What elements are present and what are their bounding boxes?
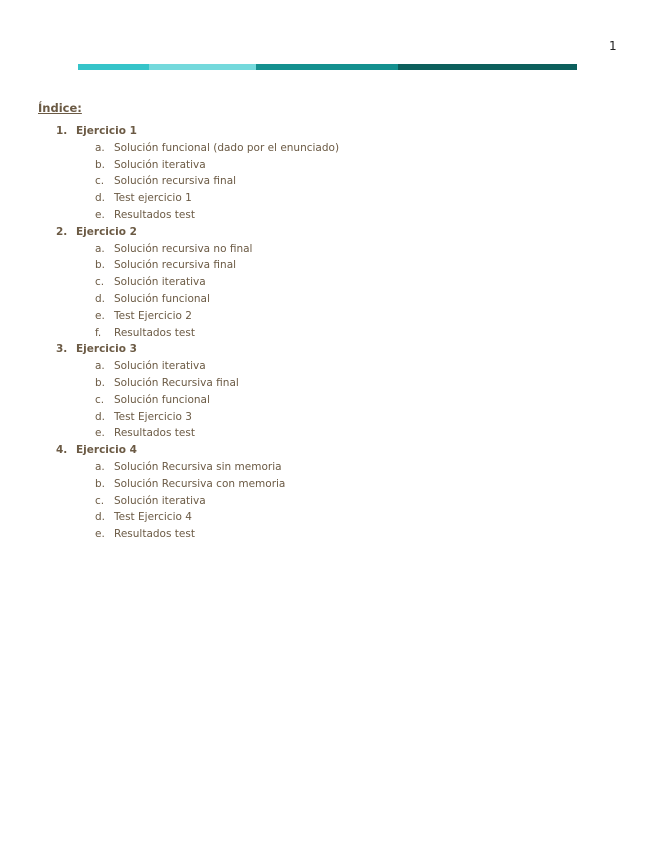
page-number: 1 <box>609 39 617 53</box>
toc-sub-item-letter: d. <box>95 292 106 305</box>
toc-sub-item-label: Solución funcional <box>114 292 210 305</box>
header-color-bar <box>78 64 577 70</box>
toc-section-number: 1. <box>56 125 68 137</box>
toc-sub-item-letter: b. <box>95 259 106 272</box>
toc-sub-item <box>0 291 655 308</box>
toc-sub-item <box>0 459 655 476</box>
toc-sub-item-letter: a. <box>95 242 105 255</box>
toc-sub-item <box>0 241 655 258</box>
toc-sub-item-letter: a. <box>95 360 105 373</box>
header-bar-segment <box>256 64 398 70</box>
toc-sub-item-label: Solución iterativa <box>114 158 206 171</box>
toc-sub-item-label: Resultados test <box>114 208 195 221</box>
toc-section-heading <box>0 341 655 358</box>
toc-sub-item <box>0 392 655 409</box>
toc-sub-item <box>0 274 655 291</box>
toc-sub-item-label: Resultados test <box>114 326 195 339</box>
toc-section <box>0 224 655 342</box>
toc-sub-item-label: Solución Recursiva sin memoria <box>114 460 282 473</box>
toc-sub-item-letter: c. <box>95 494 105 507</box>
toc-sub-item-letter: c. <box>95 175 105 188</box>
toc-sub-item-label: Solución funcional <box>114 393 210 406</box>
toc-section-heading <box>0 224 655 241</box>
toc-sub-item-label: Solución iterativa <box>114 276 206 289</box>
toc-sub-item-label: Solución recursiva final <box>114 175 237 188</box>
toc-section-heading <box>0 123 655 140</box>
toc-section-number: 3. <box>56 343 68 356</box>
toc-sub-item-letter: d. <box>95 511 106 524</box>
toc-sub-item <box>0 140 655 157</box>
toc-sub-item-label: Solución Recursiva con memoria <box>114 477 286 490</box>
toc-sub-item <box>0 493 655 510</box>
table-of-contents <box>0 123 655 543</box>
toc-sub-item-label: Test ejercicio 1 <box>114 192 192 205</box>
toc-sub-item-label: Solución iterativa <box>114 494 206 507</box>
toc-sub-item-letter: a. <box>95 460 105 473</box>
toc-sub-item <box>0 476 655 493</box>
toc-sub-item <box>0 190 655 207</box>
header-bar-segment <box>78 64 149 70</box>
toc-sub-item-letter: d. <box>95 410 106 423</box>
toc-section <box>0 341 655 442</box>
toc-section-label: Ejercicio 2 <box>76 225 137 238</box>
toc-sub-item <box>0 325 655 342</box>
toc-section-label: Ejercicio 1 <box>76 125 137 137</box>
toc-sub-item-letter: f. <box>95 326 102 339</box>
toc-sub-item-letter: d. <box>95 192 106 205</box>
header-bar-segment <box>398 64 577 70</box>
toc-section-heading <box>0 442 655 459</box>
toc-sub-item-letter: b. <box>95 158 106 171</box>
toc-sub-item-label: Solución recursiva final <box>114 259 237 272</box>
toc-section <box>0 123 655 224</box>
toc-sub-item-label: Solución Recursiva final <box>114 376 239 389</box>
toc-sub-item-label: Solución funcional (dado por el enunciado) <box>114 141 340 154</box>
toc-section-number: 2. <box>56 225 68 238</box>
index-title: Índice: <box>38 101 82 115</box>
toc-sub-item-letter: c. <box>95 393 105 406</box>
toc-sub-item-letter: b. <box>95 376 106 389</box>
toc-sub-item-label: Test Ejercicio 3 <box>114 410 192 423</box>
toc-sub-item <box>0 509 655 526</box>
header-bar-segment <box>149 64 256 70</box>
toc-sub-item-label: Test Ejercicio 4 <box>114 511 192 524</box>
toc-sub-item <box>0 157 655 174</box>
toc-sub-item-letter: a. <box>95 141 105 154</box>
toc-sub-item-label: Resultados test <box>114 427 195 440</box>
toc-sub-item-letter: e. <box>95 309 105 322</box>
toc-sub-item <box>0 375 655 392</box>
toc-section-label: Ejercicio 4 <box>76 444 137 457</box>
toc-sub-item <box>0 257 655 274</box>
toc-sub-item <box>0 308 655 325</box>
toc-sub-item-letter: c. <box>95 276 105 289</box>
toc-sub-item-letter: e. <box>95 427 105 440</box>
toc-section-number: 4. <box>56 444 68 457</box>
toc-sub-item <box>0 358 655 375</box>
toc-sub-item <box>0 207 655 224</box>
toc-sub-item-letter: e. <box>95 528 105 541</box>
toc-sub-item-letter: b. <box>95 477 106 490</box>
toc-sub-item <box>0 409 655 426</box>
toc-sub-item <box>0 425 655 442</box>
toc-section <box>0 442 655 543</box>
toc-sub-item-letter: e. <box>95 208 105 221</box>
toc-sub-item <box>0 173 655 190</box>
toc-sub-item <box>0 526 655 543</box>
toc-section-label: Ejercicio 3 <box>76 343 137 356</box>
toc-sub-item-label: Test Ejercicio 2 <box>114 309 192 322</box>
toc-sub-item-label: Resultados test <box>114 528 195 541</box>
toc-sub-item-label: Solución recursiva no final <box>114 242 253 255</box>
toc-sub-item-label: Solución iterativa <box>114 360 206 373</box>
